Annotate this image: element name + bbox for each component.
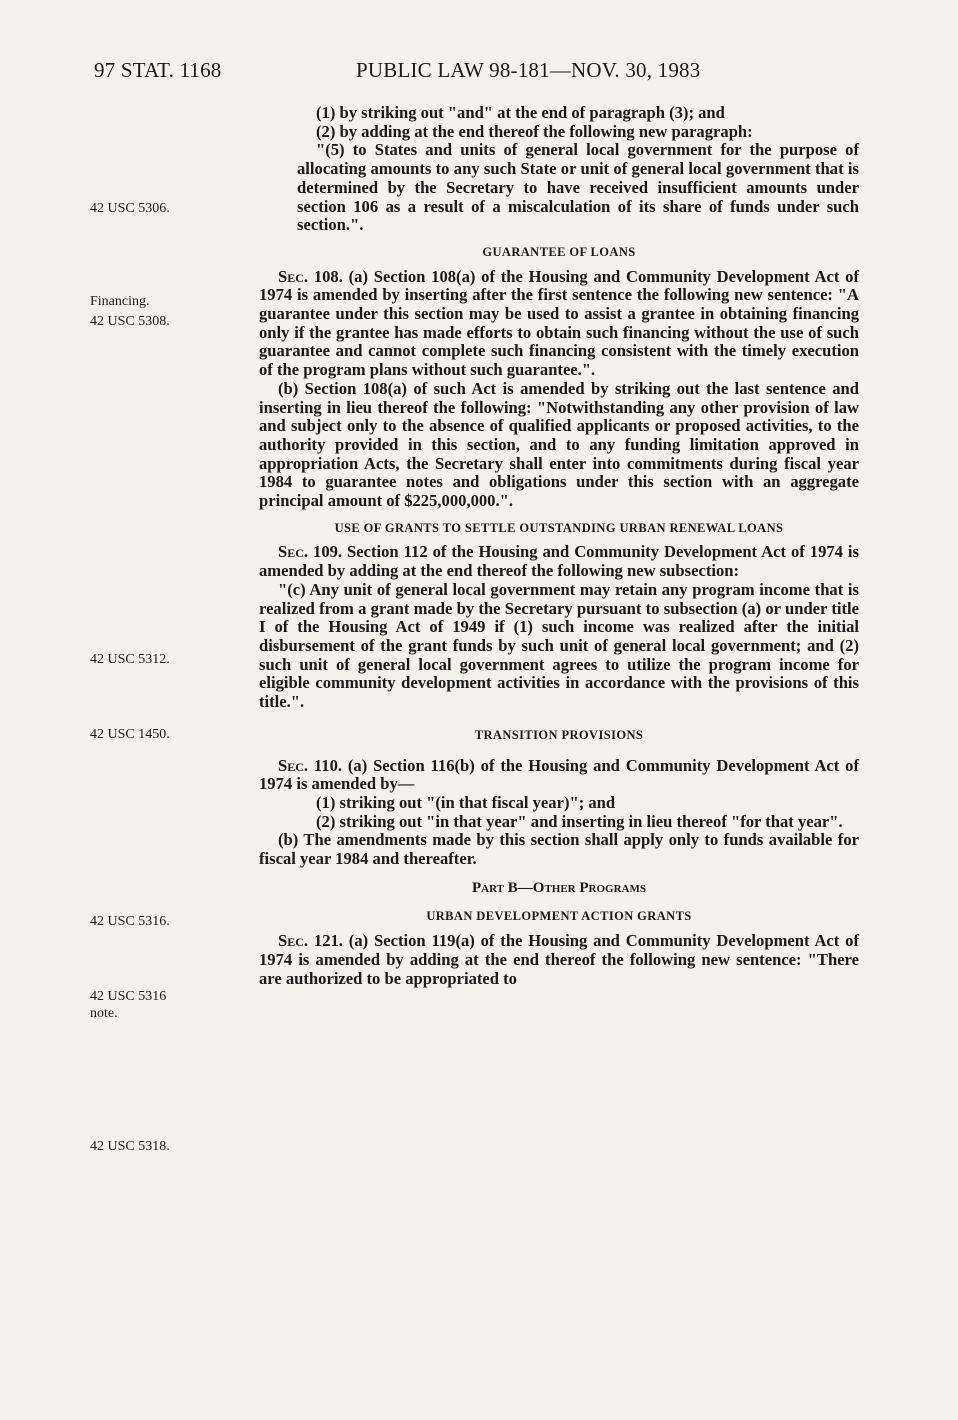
part-heading: Part B—Other Programs (472, 879, 646, 896)
margin-notes (0, 0, 240, 1420)
paragraph: (2) by adding at the end thereof the following new paragraph: (316, 121, 753, 141)
margin-note: 42 USC 5316. (90, 914, 170, 929)
section-label: Sec. (278, 542, 309, 562)
section-paragraph (259, 268, 859, 380)
margin-note: 42 USC 5308. (90, 314, 170, 329)
section-heading: USE OF GRANTS TO SETTLE OUTSTANDING URBAN RENEWAL LOANS (334, 520, 784, 535)
section-text: 110. (a) Section 116(b) of the Housing and Community Development Act of 1974 is amended by— (259, 755, 859, 794)
paragraph: (1) striking out "(in that fiscal year)"; and (316, 792, 616, 812)
section-heading: TRANSITION PROVISIONS (474, 727, 644, 742)
margin-note: 42 USC 5316 (90, 989, 167, 1004)
paragraph: (1) by striking out "and" at the end of paragraph (3); and (316, 103, 725, 122)
margin-note: 42 USC 5312. (90, 652, 170, 667)
margin-note: 42 USC 5318. (90, 1139, 170, 1154)
public-law-header: PUBLIC LAW 98-181—NOV. 30, 1983 (356, 58, 701, 82)
section-label: Sec. (278, 755, 309, 775)
paragraph: "(c) Any unit of general local government may retain any program income that is realized from a grant made by the Secretary pursuant to subsection (a) or under title I of the Housing Act of 1949 if (1) such income was realized after the initial disbursement of the grant funds by such unit of general local government; and (2) such unit of general local government agrees to utilize the program income for eligible community development activities in accordance with the provisions of this title.". (259, 579, 859, 712)
paragraph: (b) The amendments made by this section shall apply only to funds available for fiscal year 1984 and thereafter. (259, 830, 859, 869)
section-text: 108. (a) Section 108(a) of the Housing and Community Development Act of 1974 is amended by inserting after the first sentence the following new sentence: "A guarantee under this section may be used to assist a grantee in obtaining financing only if the grantee has made efforts to obtain such financing without the use of such guarantee and cannot complete such financing consistent with the timely execution of the program plans without such guarantee.". (259, 266, 859, 380)
section-heading: URBAN DEVELOPMENT ACTION GRANTS (426, 909, 692, 924)
section-text: 109. Section 112 of the Housing and Community Development Act of 1974 is amended by adding at the end thereof the following new subsection: (259, 542, 859, 581)
section-paragraph (259, 932, 859, 988)
statute-page-reference: 97 STAT. 1168 (94, 58, 222, 82)
paragraph: (2) striking out "in that year" and inserting in lieu thereof "for that year". (316, 811, 843, 831)
margin-note: note. (90, 1006, 118, 1021)
section-label: Sec. (278, 266, 309, 286)
statute-body (259, 104, 859, 988)
section-label: Sec. (278, 931, 309, 951)
section-paragraph (259, 757, 859, 794)
section-text: 121. (a) Section 119(a) of the Housing and Community Development Act of 1974 is amended by adding at the end thereof the following new sentence: "There are authorized to be appropriated to (259, 931, 859, 988)
paragraph: (b) Section 108(a) of such Act is amended by striking out the last sentence and inserting in lieu thereof the following: "Notwithstanding any other provision of law and subject only to the absence of qualified applicants or proposed activities, to the authority provided in this section, and to any funding limitation approved in appropriation Acts, the Secretary shall enter into commitments during fiscal year 1984 to guarantee notes and obligations under this section with an aggregate principal amount of $225,000,000.". (259, 378, 859, 511)
margin-note: Financing. (90, 294, 150, 309)
section-paragraph (259, 543, 859, 580)
margin-note: 42 USC 1450. (90, 727, 170, 742)
margin-note: 42 USC 5306. (90, 201, 170, 216)
paragraph: "(5) to States and units of general local government for the purpose of allocating amounts to any such State or unit of general local government that is determined by the Secretary to have received insufficient amounts under section 106 as a result of a miscalculation of its share of funds under such section.". (297, 140, 859, 235)
section-heading: GUARANTEE OF LOANS (482, 244, 636, 259)
